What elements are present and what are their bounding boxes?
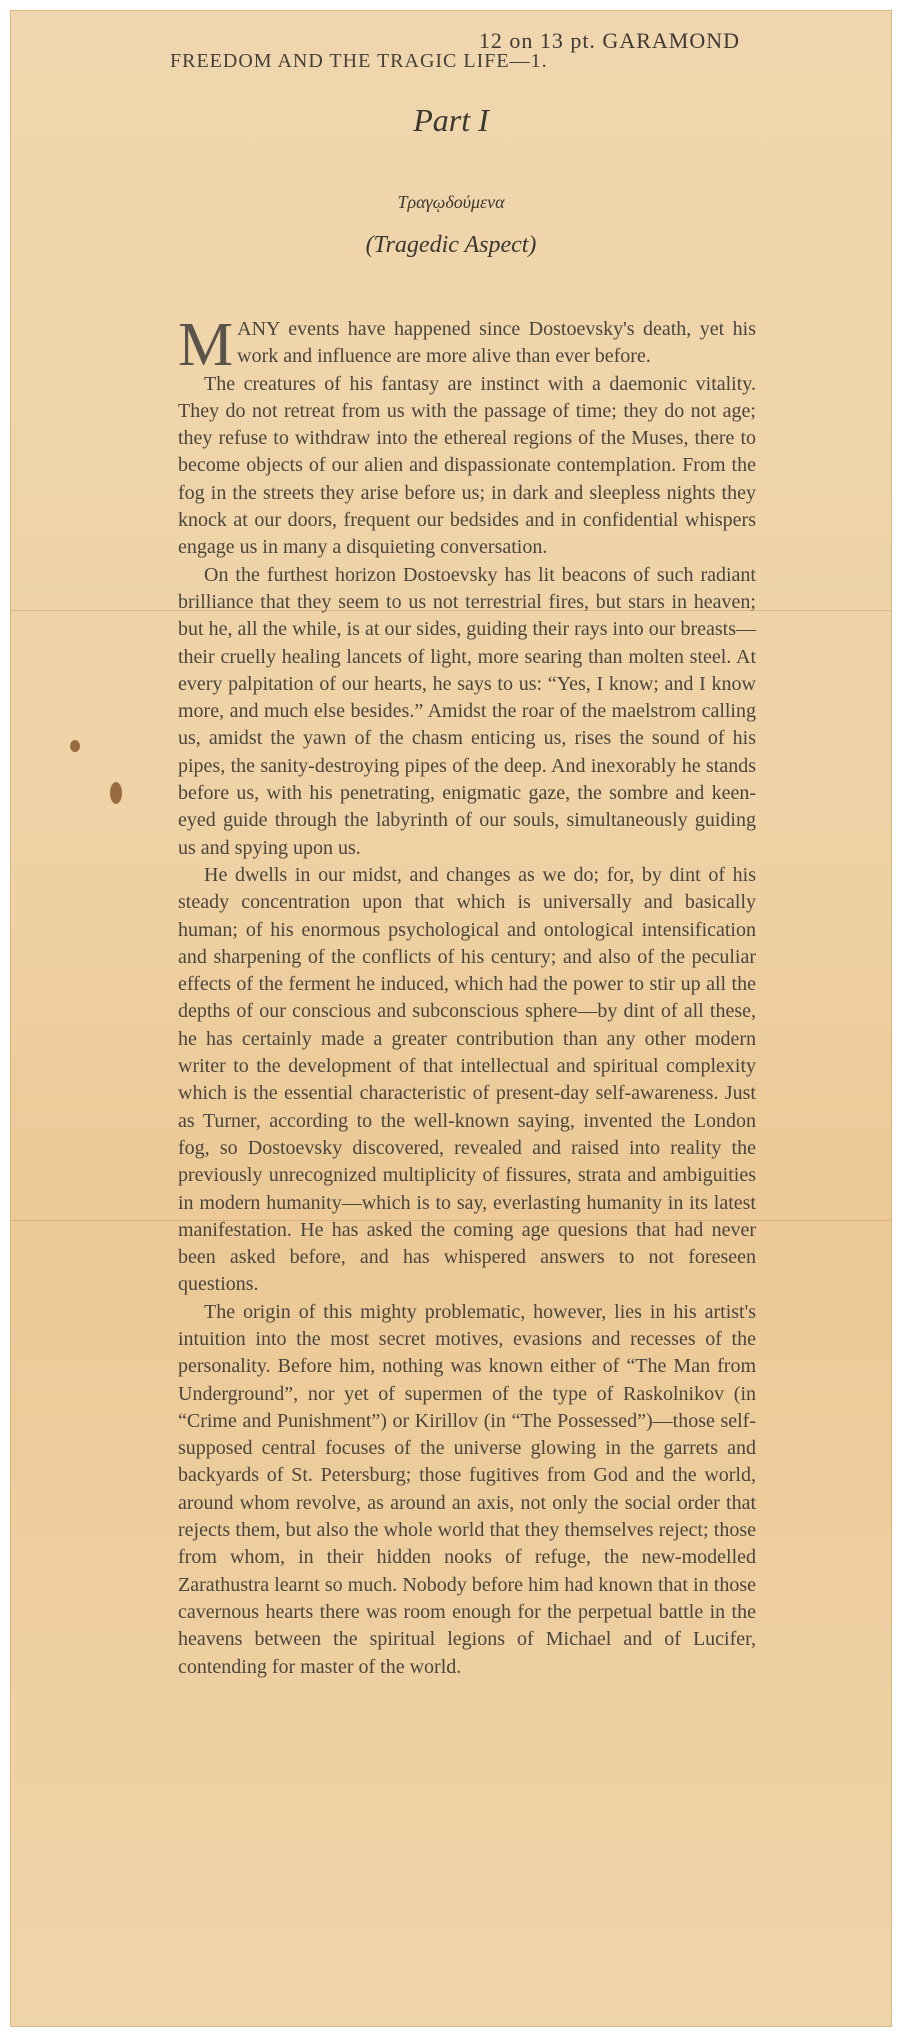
paragraph-1 — [178, 311, 756, 379]
body-text — [178, 311, 756, 1681]
stain-spot — [70, 740, 80, 752]
greek-subtitle: Τραγῳδούμενα — [397, 192, 505, 212]
paragraph-4: He dwells in our midst, and changes as we do; for, by dint of his steady concentration upon that which is universally and basically human; of his enormous psychological and ontological intensification and sharpening of the conflicts of his century; and also of the peculiar effects of the ferment he induced, which had the power to stir up all the depths of our conscious and subconscious sphere—by dint of all these, he has certainly made a greater contribution than any other modern writer to the development of that intellectual and spiritual complexity which is the essential characteristic of present-day self-awareness. Just as Turner, according to the well-known saying, invented the London fog, so Dostoevsky discovered, revealed and raised into reality the previously unrecognized multiplicity of fissures, strata and ambiguities in modern humanity—which is to say, everlasting humanity in its latest manifestation. He has asked the coming age quesions that had never been asked before, and has whispered answers to not foreseen questions. — [178, 863, 756, 1296]
running-title: FREEDOM AND THE TRAGIC LIFE—1. — [170, 50, 548, 72]
part-title: Part I — [413, 102, 489, 138]
page-sheet — [10, 10, 892, 2027]
paragraph-2: The creatures of his fantasy are instinct with a daemonic vitality. They do not retreat from us with the passage of time; they do not age; they refuse to withdraw into the ethereal regions of the Muses, there to become objects of our alien and dispassionate contemplation. From the fog in the streets they arise before us; in dark and sleepless nights they knock at our doors, frequent our bedsides and in confidential whispers engage us in many a disquieting conversation. — [178, 372, 756, 559]
drop-cap: M — [178, 311, 234, 379]
stain-spot — [110, 782, 122, 804]
aspect-subtitle: (Tragedic Aspect) — [365, 232, 537, 258]
typeset-note: 12 on 13 pt. GARAMOND — [478, 28, 740, 53]
paragraph-text: ANY events have happened since Dostoevsky's death, yet his work and influence are more alive than ever before. — [237, 318, 756, 368]
paragraph-5: The origin of this mighty problematic, however, lies in his artist's intuition into the most secret motives, evasions and recesses of the personality. Before him, nothing was known either of “The Man from Underground”, nor yet of supermen of the type of Raskolnikov (in “Crime and Punishment”) or Kirillov (in “The Possessed”)—those self-supposed central focuses of the universe glowing in the garrets and backyards of St. Petersburg; those fugitives from God and the world, around whom revolve, as around an axis, not only the social order that rejects them, but also the whole world that they themselves reject; those from whom, in their hidden nooks of refuge, the new-modelled Zarathustra learnt so much. Nobody before him had known that in those cavernous hearts there was room enough for the perpetual battle in the heavens between the spiritual legions of Michael and of Lucifer, contending for master of the world. — [178, 1300, 756, 1678]
paragraph-3: On the furthest horizon Dostoevsky has lit beacons of such radiant brilliance that they seem to us not terrestrial fires, but stars in heaven; but he, all the while, is at our sides, guiding their rays into our breasts—their cruelly healing lancets of light, more searing than molten steel. At every palpitation of our hearts, he says to us: “Yes, I know; and I know more, and much else besides.” Amidst the roar of the maelstrom calling us, amidst the yawn of the chasm enticing us, rises the sound of his pipes, the sanity-destroying pipes of the deep. And inexorably he stands before us, with his penetrating, enigmatic gaze, the sombre and keen-eyed guide through the labyrinth of our souls, simultaneously guiding us and spying upon us. — [178, 563, 756, 859]
